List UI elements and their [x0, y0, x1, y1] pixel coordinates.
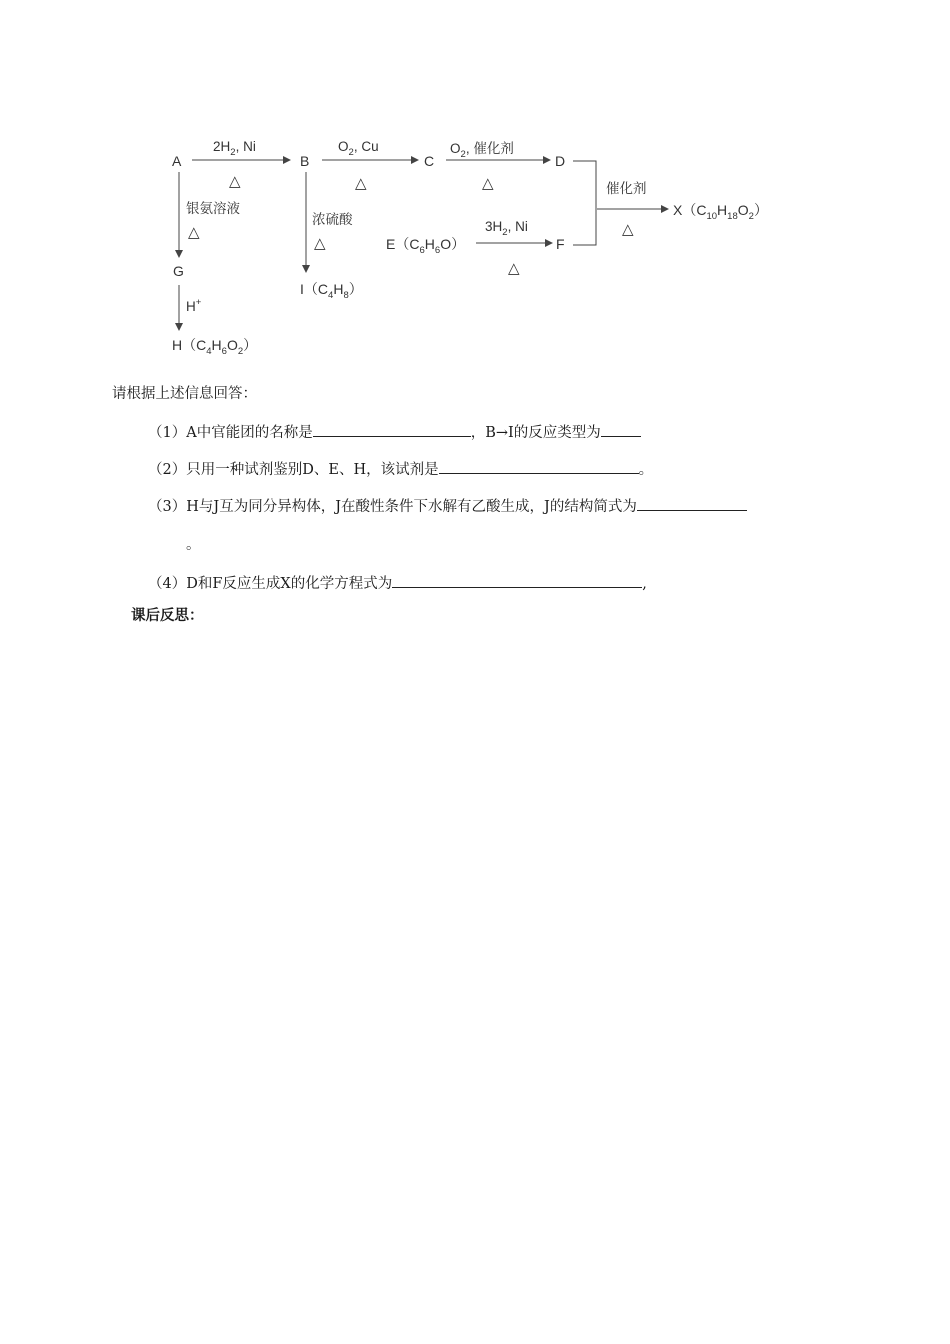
question-2	[148, 458, 653, 480]
node-f: F	[556, 236, 565, 252]
node-i: $I(C_4H_8)$	[300, 281, 363, 301]
question-number: （3）	[148, 499, 187, 515]
question-number: （4）	[148, 576, 187, 592]
condition-to-x: 催化剂	[606, 181, 647, 196]
answer-blank[interactable]	[601, 421, 641, 437]
i-formula: $C_4H_8$	[317, 281, 349, 301]
question-3	[148, 495, 747, 517]
question-text: ，B→I的反应类型为	[470, 425, 601, 441]
heat-to-x: △	[622, 221, 634, 238]
heat-b-to-c: △	[355, 175, 367, 192]
condition-c-to-d: $O_2$, 催化剂	[450, 141, 514, 160]
question-text: ,	[642, 576, 647, 592]
question-text: H与J互为同分异构体，J在酸性条件下水解有乙酸生成，J的结构简式为	[186, 499, 637, 515]
node-d: D	[555, 153, 566, 169]
heat-b-to-i: △	[314, 235, 326, 252]
node-x: $X(C_{10}H_{18}O_2)$	[673, 202, 768, 222]
condition-a-to-g: 银氨溶液	[186, 201, 240, 216]
answer-blank[interactable]	[637, 495, 747, 511]
answer-blank[interactable]	[392, 572, 642, 588]
question-1	[148, 421, 641, 443]
condition-a-to-b: $2H_2$, Ni	[213, 139, 256, 158]
heat-e-to-f: △	[508, 260, 520, 277]
node-e: $E(C_6H_6O)$	[386, 236, 466, 256]
question-text: 只用一种试剂鉴别D、E、H，该试剂是	[186, 462, 439, 478]
node-a: A	[172, 153, 182, 169]
answer-blank[interactable]	[439, 458, 639, 474]
question-text: A中官能团的名称是	[186, 425, 313, 441]
question-4	[148, 572, 647, 594]
intro-text: 请根据上述信息回答：	[112, 386, 257, 402]
heat-c-to-d: △	[482, 175, 494, 192]
condition-b-to-c: $O_2$, Cu	[338, 139, 379, 158]
bracket-d-f	[573, 161, 596, 245]
x-formula: $C_{10}H_{18}O_2$	[696, 202, 754, 222]
heat-a-to-g: △	[188, 224, 200, 241]
question-text: D和F反应生成X的化学方程式为	[186, 576, 393, 592]
condition-g-to-h: H+	[186, 297, 202, 314]
question-number: （2）	[148, 462, 187, 478]
e-formula: $C_6H_6O$	[409, 236, 452, 256]
node-c: C	[424, 153, 435, 169]
condition-b-to-i: 浓硫酸	[312, 212, 353, 227]
reflection-heading: 课后反思：	[131, 608, 204, 624]
question-text: 。	[638, 462, 654, 478]
reaction-scheme-diagram	[0, 0, 950, 370]
heat-a-to-b: △	[229, 173, 241, 190]
question-3-end: 。	[186, 537, 201, 553]
node-b: B	[300, 153, 310, 169]
h-formula: $C_4H_6O_2$	[196, 337, 244, 357]
node-h: $H(C_4H_6O_2)$	[172, 337, 258, 357]
question-number: （1）	[148, 425, 187, 441]
node-g: G	[173, 263, 184, 279]
answer-blank[interactable]	[313, 421, 471, 437]
condition-e-to-f: $3H_2$, Ni	[485, 219, 528, 238]
